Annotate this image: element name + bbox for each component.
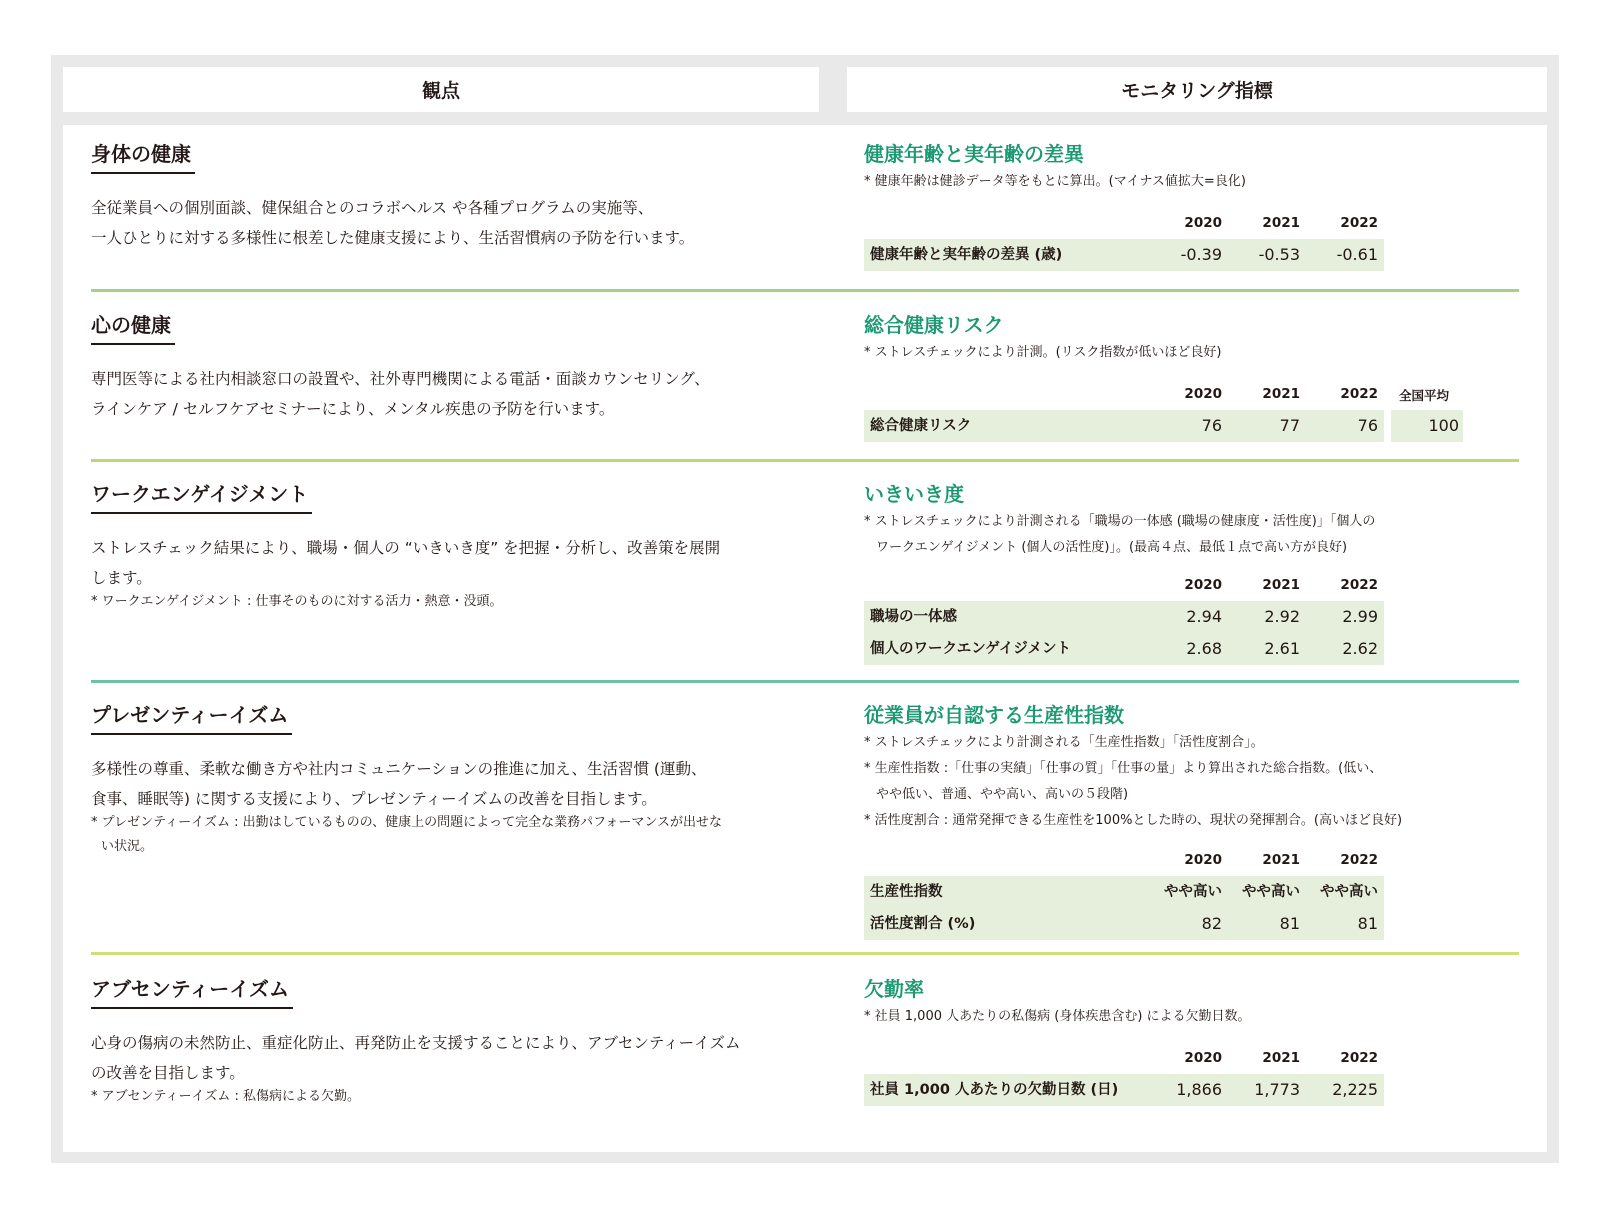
table-row: 社員 1,000 人あたりの欠勤日数 (日) 1,866 1,773 2,225 bbox=[864, 1074, 1504, 1106]
indicator-note: * ストレスチェックにより計測される「生産性指数」「活性度割合」。 bbox=[864, 735, 1264, 750]
indicator-note: * ストレスチェックにより計測。(リスク指数が低いほど良好) bbox=[864, 345, 1222, 360]
section-footnote: * ワークエンゲイジメント : 仕事そのものに対する活力・熱意・没頭。 bbox=[91, 594, 503, 609]
monitoring-table bbox=[51, 55, 1559, 1163]
section-title: アブセンティーイズム bbox=[91, 973, 293, 1009]
section-footnote: * プレゼンティーイズム : 出勤はしているものの、健康上の問題によって完全な業務パフォーマンスが出せな bbox=[91, 815, 723, 830]
table-row: 健康年齢と実年齢の差異 (歳) -0.39 -0.53 -0.61 bbox=[864, 239, 1504, 271]
indicator-title: 欠勤率 bbox=[864, 977, 924, 1001]
indicator-title: いきいき度 bbox=[864, 482, 964, 506]
indicator-note: * 健康年齢は健診データ等をもとに算出。(マイナス値拡大=良化) bbox=[864, 174, 1246, 189]
table-row: 個人のワークエンゲイジメント 2.68 2.61 2.62 bbox=[864, 633, 1504, 665]
indicator-note: * 活性度割合 : 通常発揮できる生産性を100%とした時の、現状の発揮割合。(高いほど良好) bbox=[864, 813, 1403, 828]
table-body bbox=[63, 125, 1547, 1152]
section-footnote: い状況。 bbox=[101, 839, 154, 854]
table-row: 職場の一体感 2.94 2.92 2.99 bbox=[864, 601, 1504, 633]
divider bbox=[91, 289, 1519, 292]
indicator-note: * 社員 1,000 人あたりの私傷病 (身体疾患含む) による欠勤日数。 bbox=[864, 1009, 1251, 1024]
section-description: 全従業員への個別面談、健保組合とのコラボヘルス や各種プログラムの実施等、 一人ひとりに対する多様性に根差した健康支援により、生活習慣病の予防を行います。 bbox=[91, 199, 695, 247]
section-description: ストレスチェック結果により、職場・個人の “いきいき度” を把握・分析し、改善策を展開 します。 bbox=[91, 539, 721, 587]
section-title: プレゼンティーイズム bbox=[91, 699, 292, 735]
divider bbox=[91, 459, 1519, 462]
table-row: 生産性指数 やや高い やや高い やや高い bbox=[864, 876, 1504, 908]
header-monitoring-indicator: モニタリング指標 bbox=[847, 67, 1547, 112]
section-title: ワークエンゲイジメント bbox=[91, 478, 312, 514]
indicator-note: * 生産性指数 :「仕事の実績」「仕事の質」「仕事の量」より算出された総合指数。(低い、 bbox=[864, 761, 1383, 776]
indicator-note: ワークエンゲイジメント (個人の活性度)」。(最高４点、最低１点で高い方が良好) bbox=[876, 540, 1348, 555]
divider bbox=[91, 952, 1519, 955]
national-average-value: 100 bbox=[1428, 416, 1459, 435]
section-title: 身体の健康 bbox=[91, 138, 195, 174]
table-row: 活性度割合 (%) 82 81 81 bbox=[864, 908, 1504, 940]
header-viewpoint: 観点 bbox=[63, 67, 819, 112]
section-description: 多様性の尊重、柔軟な働き方や社内コミュニケーションの推進に加え、生活習慣 (運動、 食事、睡眠等) に関する支援により、プレゼンティーイズムの改善を目指します。 bbox=[91, 760, 707, 808]
indicator-note: * ストレスチェックにより計測される「職場の一体感 (職場の健康度・活性度)」「個人の bbox=[864, 514, 1376, 529]
indicator-title: 従業員が自認する生産性指数 bbox=[864, 703, 1124, 727]
indicator-note: やや低い、普通、やや高い、高いの５段階) bbox=[876, 787, 1129, 802]
section-footnote: * アブセンティーイズム : 私傷病による欠勤。 bbox=[91, 1089, 360, 1104]
indicator-title: 総合健康リスク bbox=[864, 313, 1004, 337]
section-description: 専門医等による社内相談窓口の設置や、社外専門機関による電話・面談カウンセリング、 ラインケア / セルフケアセミナーにより、メンタル疾患の予防を行います。 bbox=[91, 370, 710, 418]
national-average-label: 全国平均 bbox=[1398, 388, 1449, 403]
indicator-title: 健康年齢と実年齢の差異 bbox=[864, 142, 1084, 166]
year-header: 2020 2021 2022 bbox=[1184, 577, 1378, 593]
section-description: 心身の傷病の未然防止、重症化防止、再発防止を支援することにより、アブセンティーイズム の改善を目指します。 bbox=[91, 1034, 741, 1082]
divider bbox=[91, 680, 1519, 683]
year-header: 2020 2021 2022 bbox=[1184, 1050, 1378, 1066]
table-row: 総合健康リスク 76 77 76 100 bbox=[864, 410, 1504, 442]
year-header: 2020 2021 2022 全国平均 bbox=[864, 382, 1504, 410]
year-header: 2020 2021 2022 bbox=[1184, 852, 1378, 868]
section-title: 心の健康 bbox=[91, 309, 175, 345]
year-header: 2020 2021 2022 bbox=[1184, 215, 1378, 231]
